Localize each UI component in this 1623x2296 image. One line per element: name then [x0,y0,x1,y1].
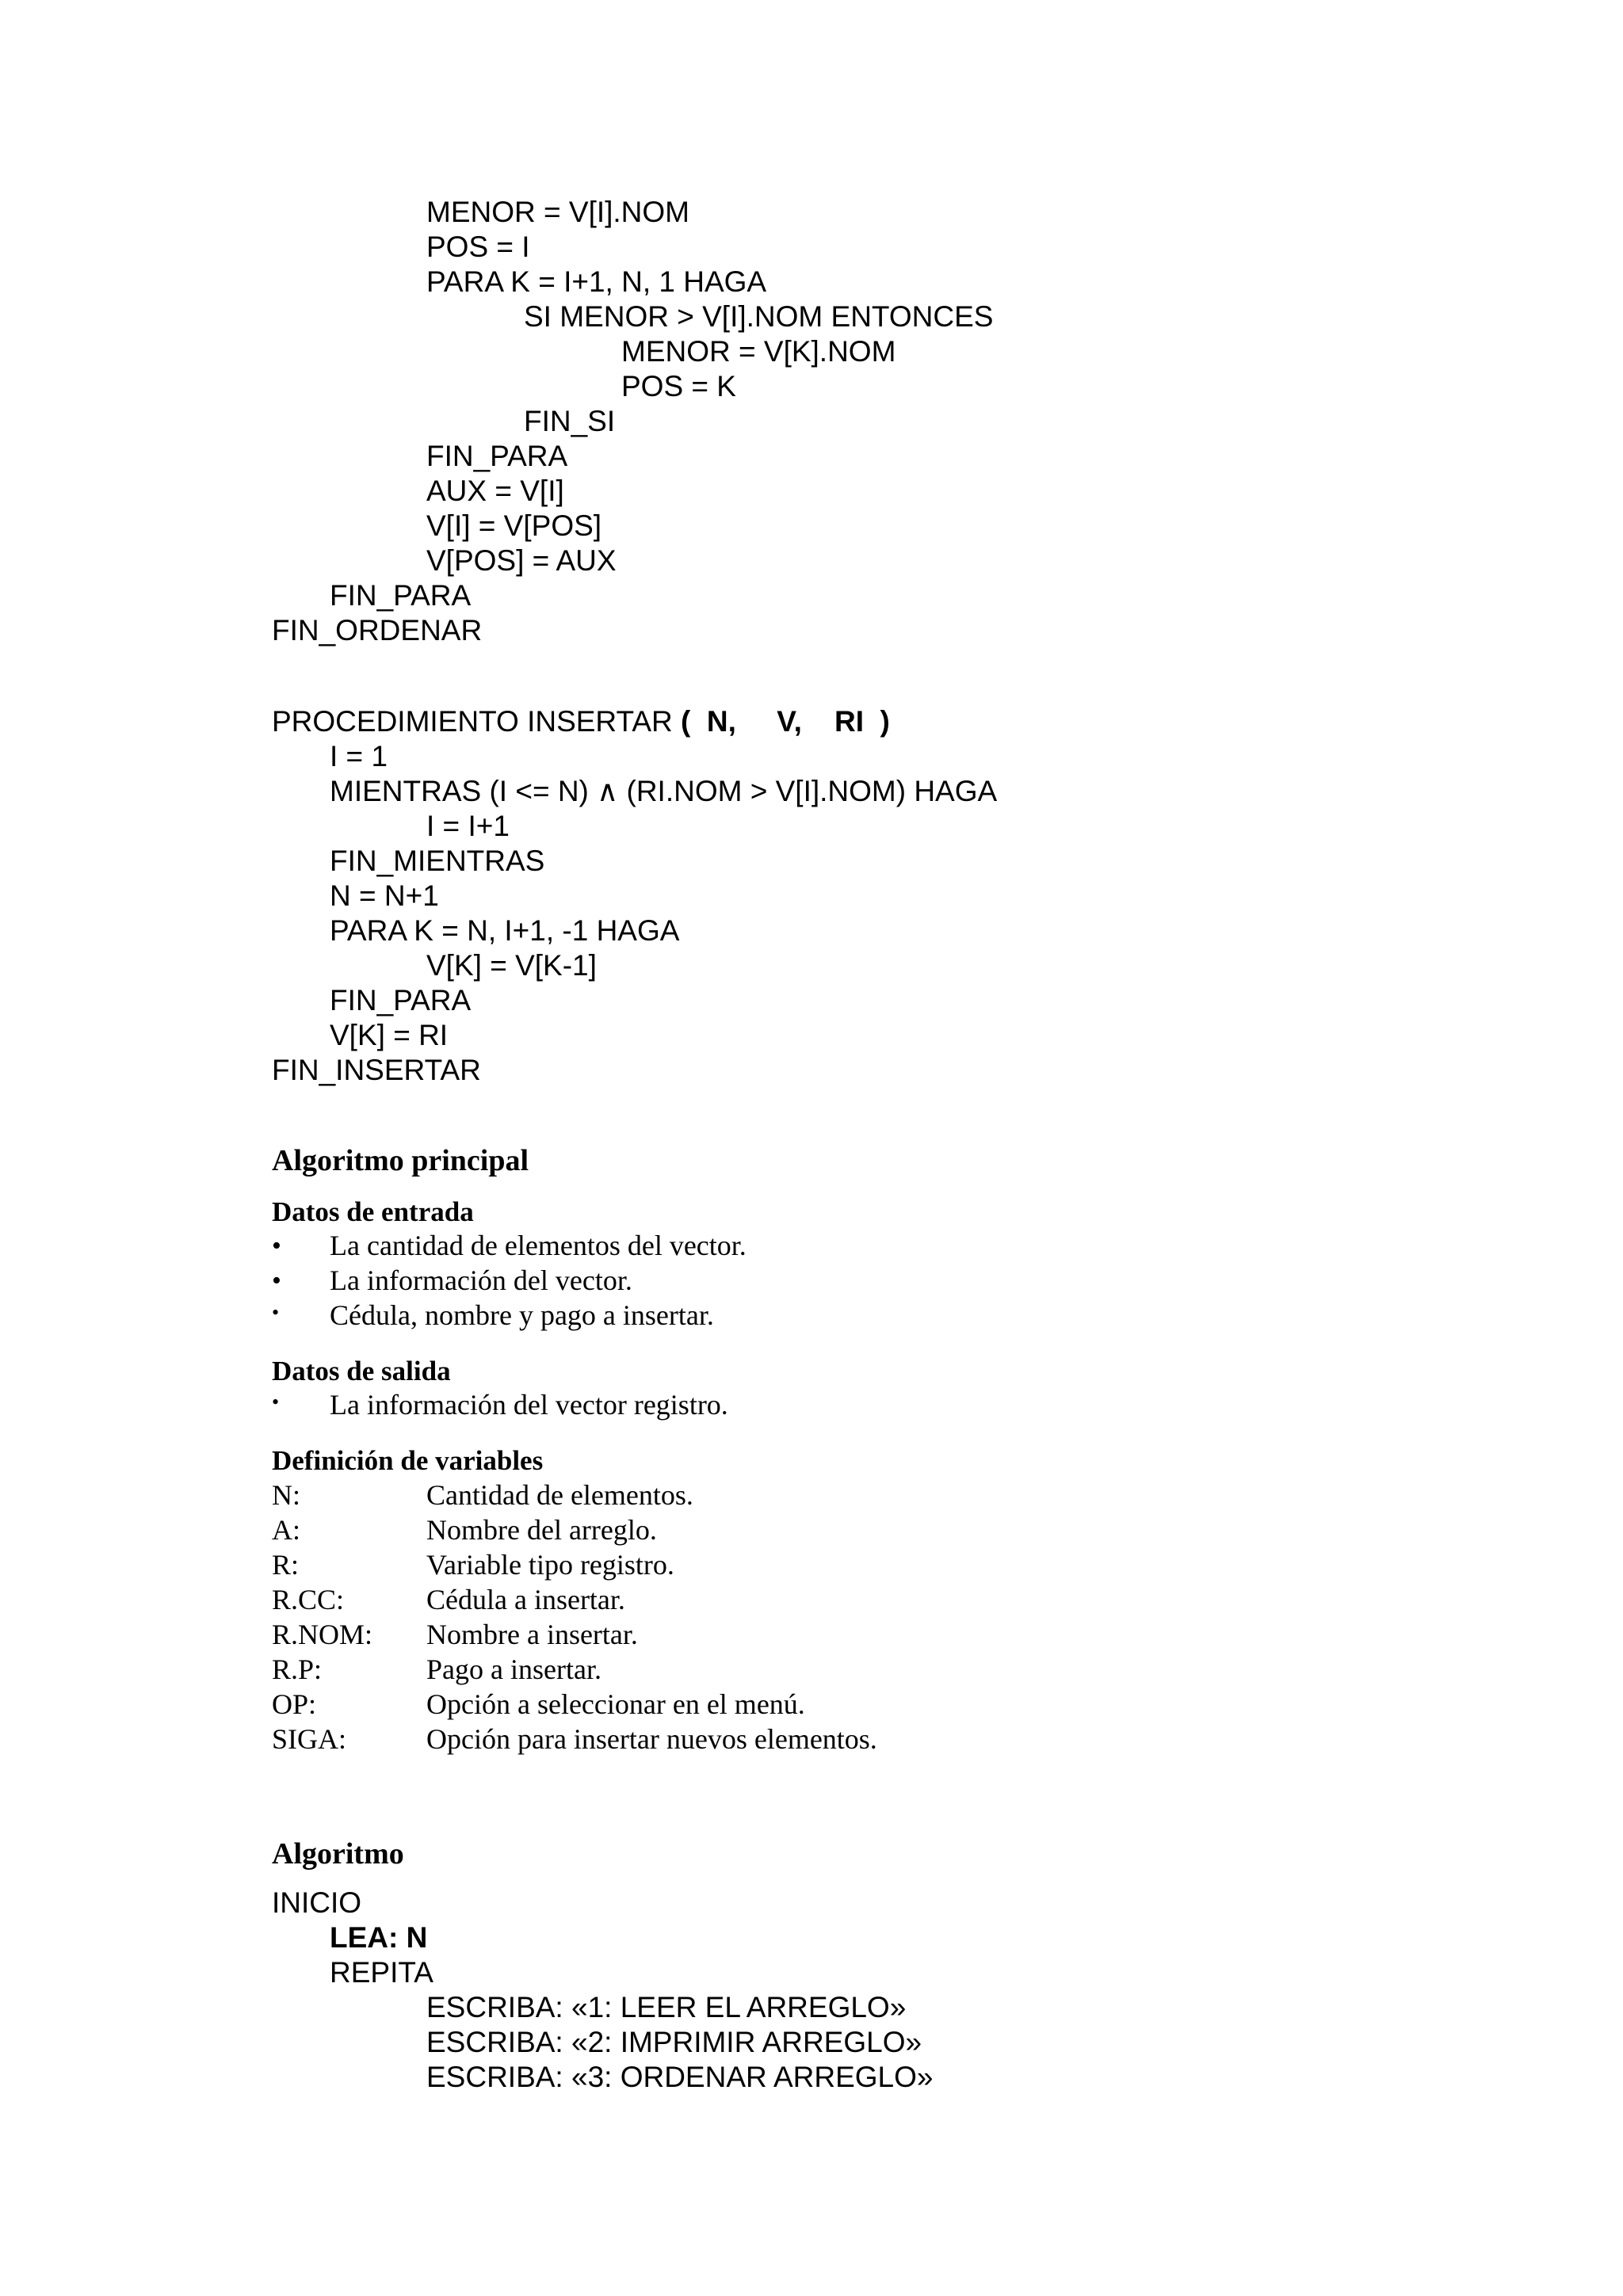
code-line: ESCRIBA: «1: LEER EL ARREGLO» [426,1991,907,2023]
procedure-header [272,707,890,736]
variable-name: R.NOM: [272,1619,373,1650]
subsection-title-entrada: Datos de entrada [272,1196,474,1227]
code-line: FIN_INSERTAR [272,1054,481,1086]
code-line: POS = K [621,370,736,402]
code-line: I = I+1 [426,810,510,842]
variable-description: Nombre a insertar. [426,1619,638,1650]
code-line: MENOR = V[K].NOM [621,335,896,368]
variable-name: A: [272,1514,300,1546]
code-line: FIN_SI [524,405,616,437]
variable-description: Cédula a insertar. [426,1584,625,1615]
code-line: MIENTRAS (I <= N) ∧ (RI.NOM > V[I].NOM) HAGA [330,775,998,807]
variable-description: Pago a insertar. [426,1653,601,1685]
bullet-icon: • [272,1266,281,1295]
subsection-title-salida: Datos de salida [272,1356,451,1386]
variable-name: OP: [272,1688,317,1720]
code-line: PARA K = N, I+1, -1 HAGA [330,914,680,947]
code-line: ESCRIBA: «3: ORDENAR ARREGLO» [426,2061,934,2093]
variable-description: Cantidad de elementos. [426,1479,693,1511]
code-line: MENOR = V[I].NOM [426,196,690,228]
code-line: FIN_PARA [426,440,568,472]
procedure-header-prefix: PROCEDIMIENTO INSERTAR [272,705,673,738]
list-item: La información del vector registro. [330,1389,728,1421]
bullet-icon: • [272,1301,280,1324]
code-line: N = N+1 [330,879,439,912]
section-title-algoritmo-principal: Algoritmo principal [272,1144,529,1177]
code-line: V[POS] = AUX [426,544,617,577]
variable-name: N: [272,1479,300,1511]
subsection-title-variables: Definición de variables [272,1445,544,1476]
code-line: AUX = V[I] [426,475,564,507]
variable-name: R: [272,1549,300,1581]
code-line: V[I] = V[POS] [426,509,602,542]
code-line: I = 1 [330,740,388,772]
section-title-algoritmo: Algoritmo [272,1837,404,1871]
variable-name: R.CC: [272,1584,345,1615]
code-line: FIN_PARA [330,984,472,1016]
bullet-icon: • [272,1390,280,1413]
code-line: LEA: N [330,1921,428,1954]
variable-name: R.P: [272,1653,323,1685]
variable-description: Opción a seleccionar en el menú. [426,1688,805,1720]
code-line: POS = I [426,231,530,263]
variable-description: Nombre del arreglo. [426,1514,657,1546]
list-item: La cantidad de elementos del vector. [330,1230,747,1261]
procedure-params: ( N, V, RI ) [681,705,890,738]
list-item: La información del vector. [330,1264,632,1296]
code-line: INICIO [272,1886,362,1919]
variable-name: SIGA: [272,1723,347,1755]
code-line: ESCRIBA: «2: IMPRIMIR ARREGLO» [426,2026,922,2058]
code-line: FIN_PARA [330,579,472,612]
code-line: REPITA [330,1956,433,1989]
variable-description: Variable tipo registro. [426,1549,674,1581]
variable-description: Opción para insertar nuevos elementos. [426,1723,877,1755]
code-line: V[K] = V[K-1] [426,949,597,982]
code-line: FIN_MIENTRAS [330,845,545,877]
bullet-icon: • [272,1231,281,1261]
code-line: SI MENOR > V[I].NOM ENTONCES [524,300,994,333]
code-line: FIN_ORDENAR [272,614,483,646]
list-item: Cédula, nombre y pago a insertar. [330,1299,714,1331]
code-line: PARA K = I+1, N, 1 HAGA [426,265,767,298]
code-line: V[K] = RI [330,1019,449,1051]
